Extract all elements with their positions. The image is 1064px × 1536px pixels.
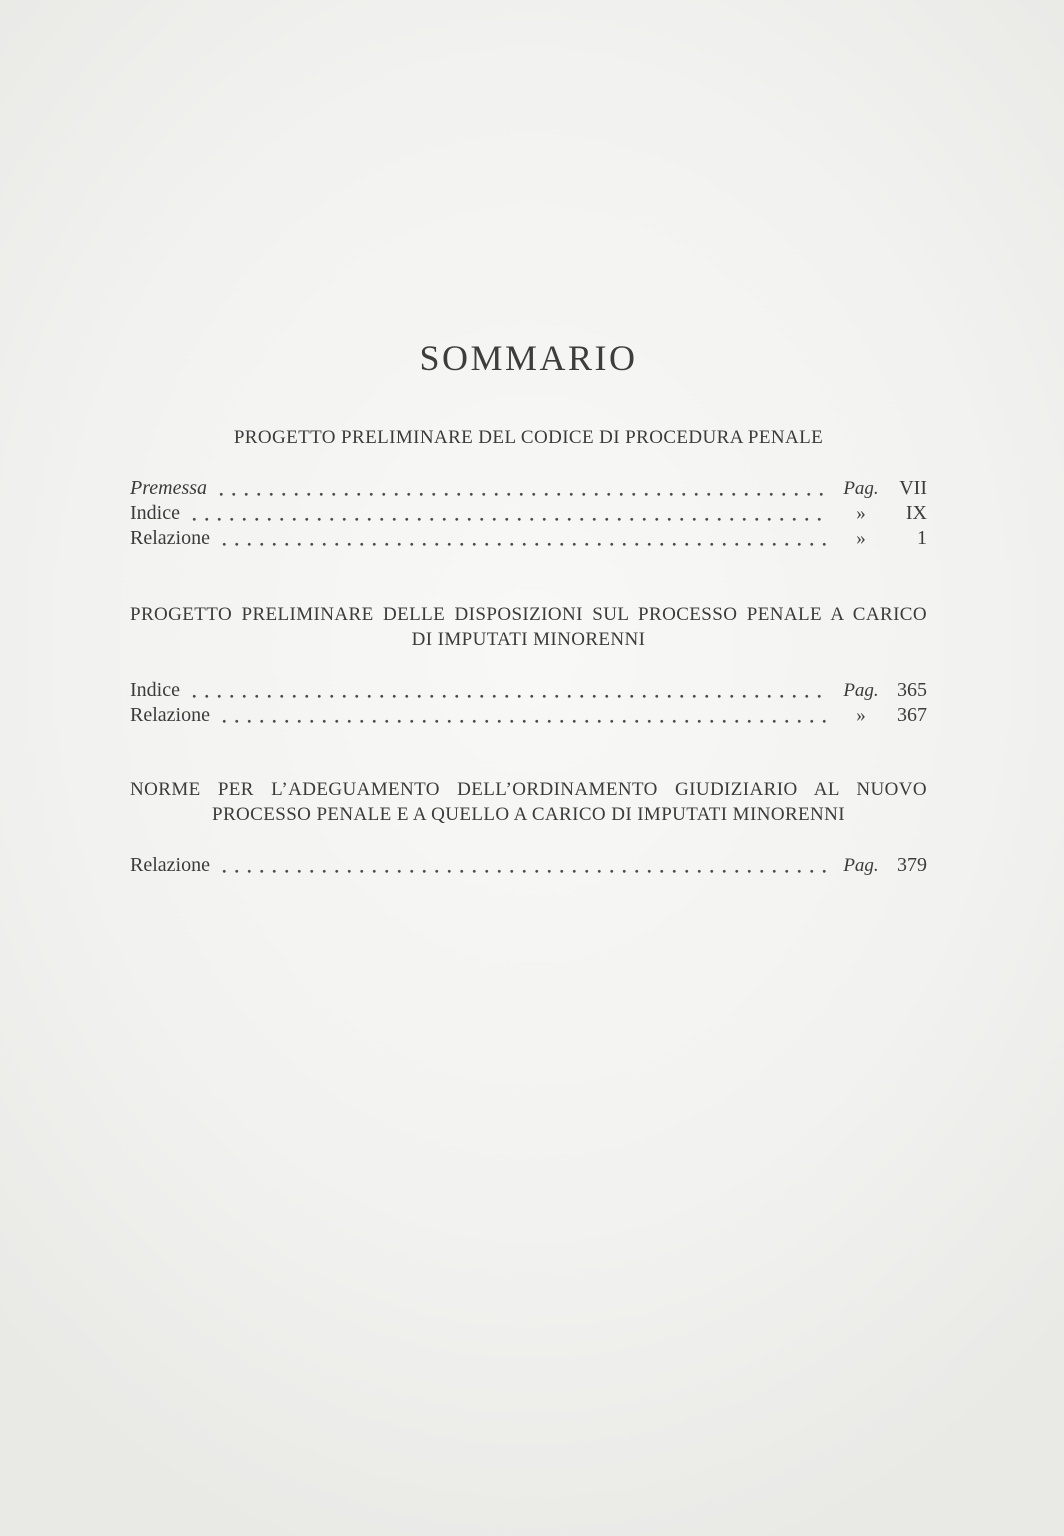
page-number: 1 [917, 527, 927, 549]
dot-leader [218, 703, 830, 728]
toc-section-ordinamento-giudiziario [130, 777, 927, 878]
page-prefix: Pag. [843, 680, 879, 701]
page-title: SOMMARIO [419, 338, 638, 378]
section-heading [130, 602, 927, 652]
page-number: IX [905, 502, 927, 524]
page-number: 379 [897, 854, 927, 876]
page-number: 367 [897, 704, 927, 726]
toc-section-imputati-minorenni [130, 602, 927, 728]
toc-entry-indice [130, 501, 927, 526]
dot-leader [215, 476, 830, 501]
toc-entry-relazione [130, 853, 927, 878]
toc-entries [130, 853, 927, 878]
section-heading-line: PROGETTO PRELIMINARE DEL CODICE DI PROCEDURA PENALE [233, 427, 824, 448]
section-heading-line: PROGETTO PRELIMINARE DELLE DISPOSIZIONI SUL PROCESSO PENALE A CARICO [130, 604, 927, 625]
toc-entry-indice [130, 678, 927, 703]
toc-entry-label: Indice [130, 502, 180, 524]
page-number: VII [899, 477, 927, 499]
dot-leader [188, 501, 830, 526]
toc-section-codice-procedura-penale [130, 425, 927, 551]
page-prefix: » [856, 705, 866, 726]
toc-entry-relazione [130, 526, 927, 551]
toc-entries [130, 476, 927, 551]
toc-entry-label: Relazione [130, 704, 210, 726]
section-heading-line: NORME PER L’ADEGUAMENTO DELL’ORDINAMENTO GIUDIZIARIO AL NUOVO [130, 779, 927, 800]
dot-leader [218, 853, 830, 878]
toc-entry-premessa [130, 476, 927, 501]
toc-entry-relazione [130, 703, 927, 728]
page-prefix: » [856, 528, 866, 549]
toc-entry-label: Relazione [130, 854, 210, 876]
dot-leader [218, 526, 830, 551]
section-heading-line: PROCESSO PENALE E A QUELLO A CARICO DI IMPUTATI MINORENNI [212, 804, 845, 825]
toc-entry-label: Indice [130, 679, 180, 701]
dot-leader [188, 678, 830, 703]
page-prefix: Pag. [843, 478, 879, 499]
toc-entries [130, 678, 927, 728]
toc-entry-label: Relazione [130, 527, 210, 549]
section-heading [130, 425, 927, 450]
page-number: 365 [897, 679, 927, 701]
toc-entry-label: Premessa [130, 477, 208, 499]
section-heading [130, 777, 927, 827]
page-prefix: » [856, 503, 866, 524]
page-prefix: Pag. [843, 855, 879, 876]
section-heading-line: DI IMPUTATI MINORENNI [411, 629, 646, 650]
